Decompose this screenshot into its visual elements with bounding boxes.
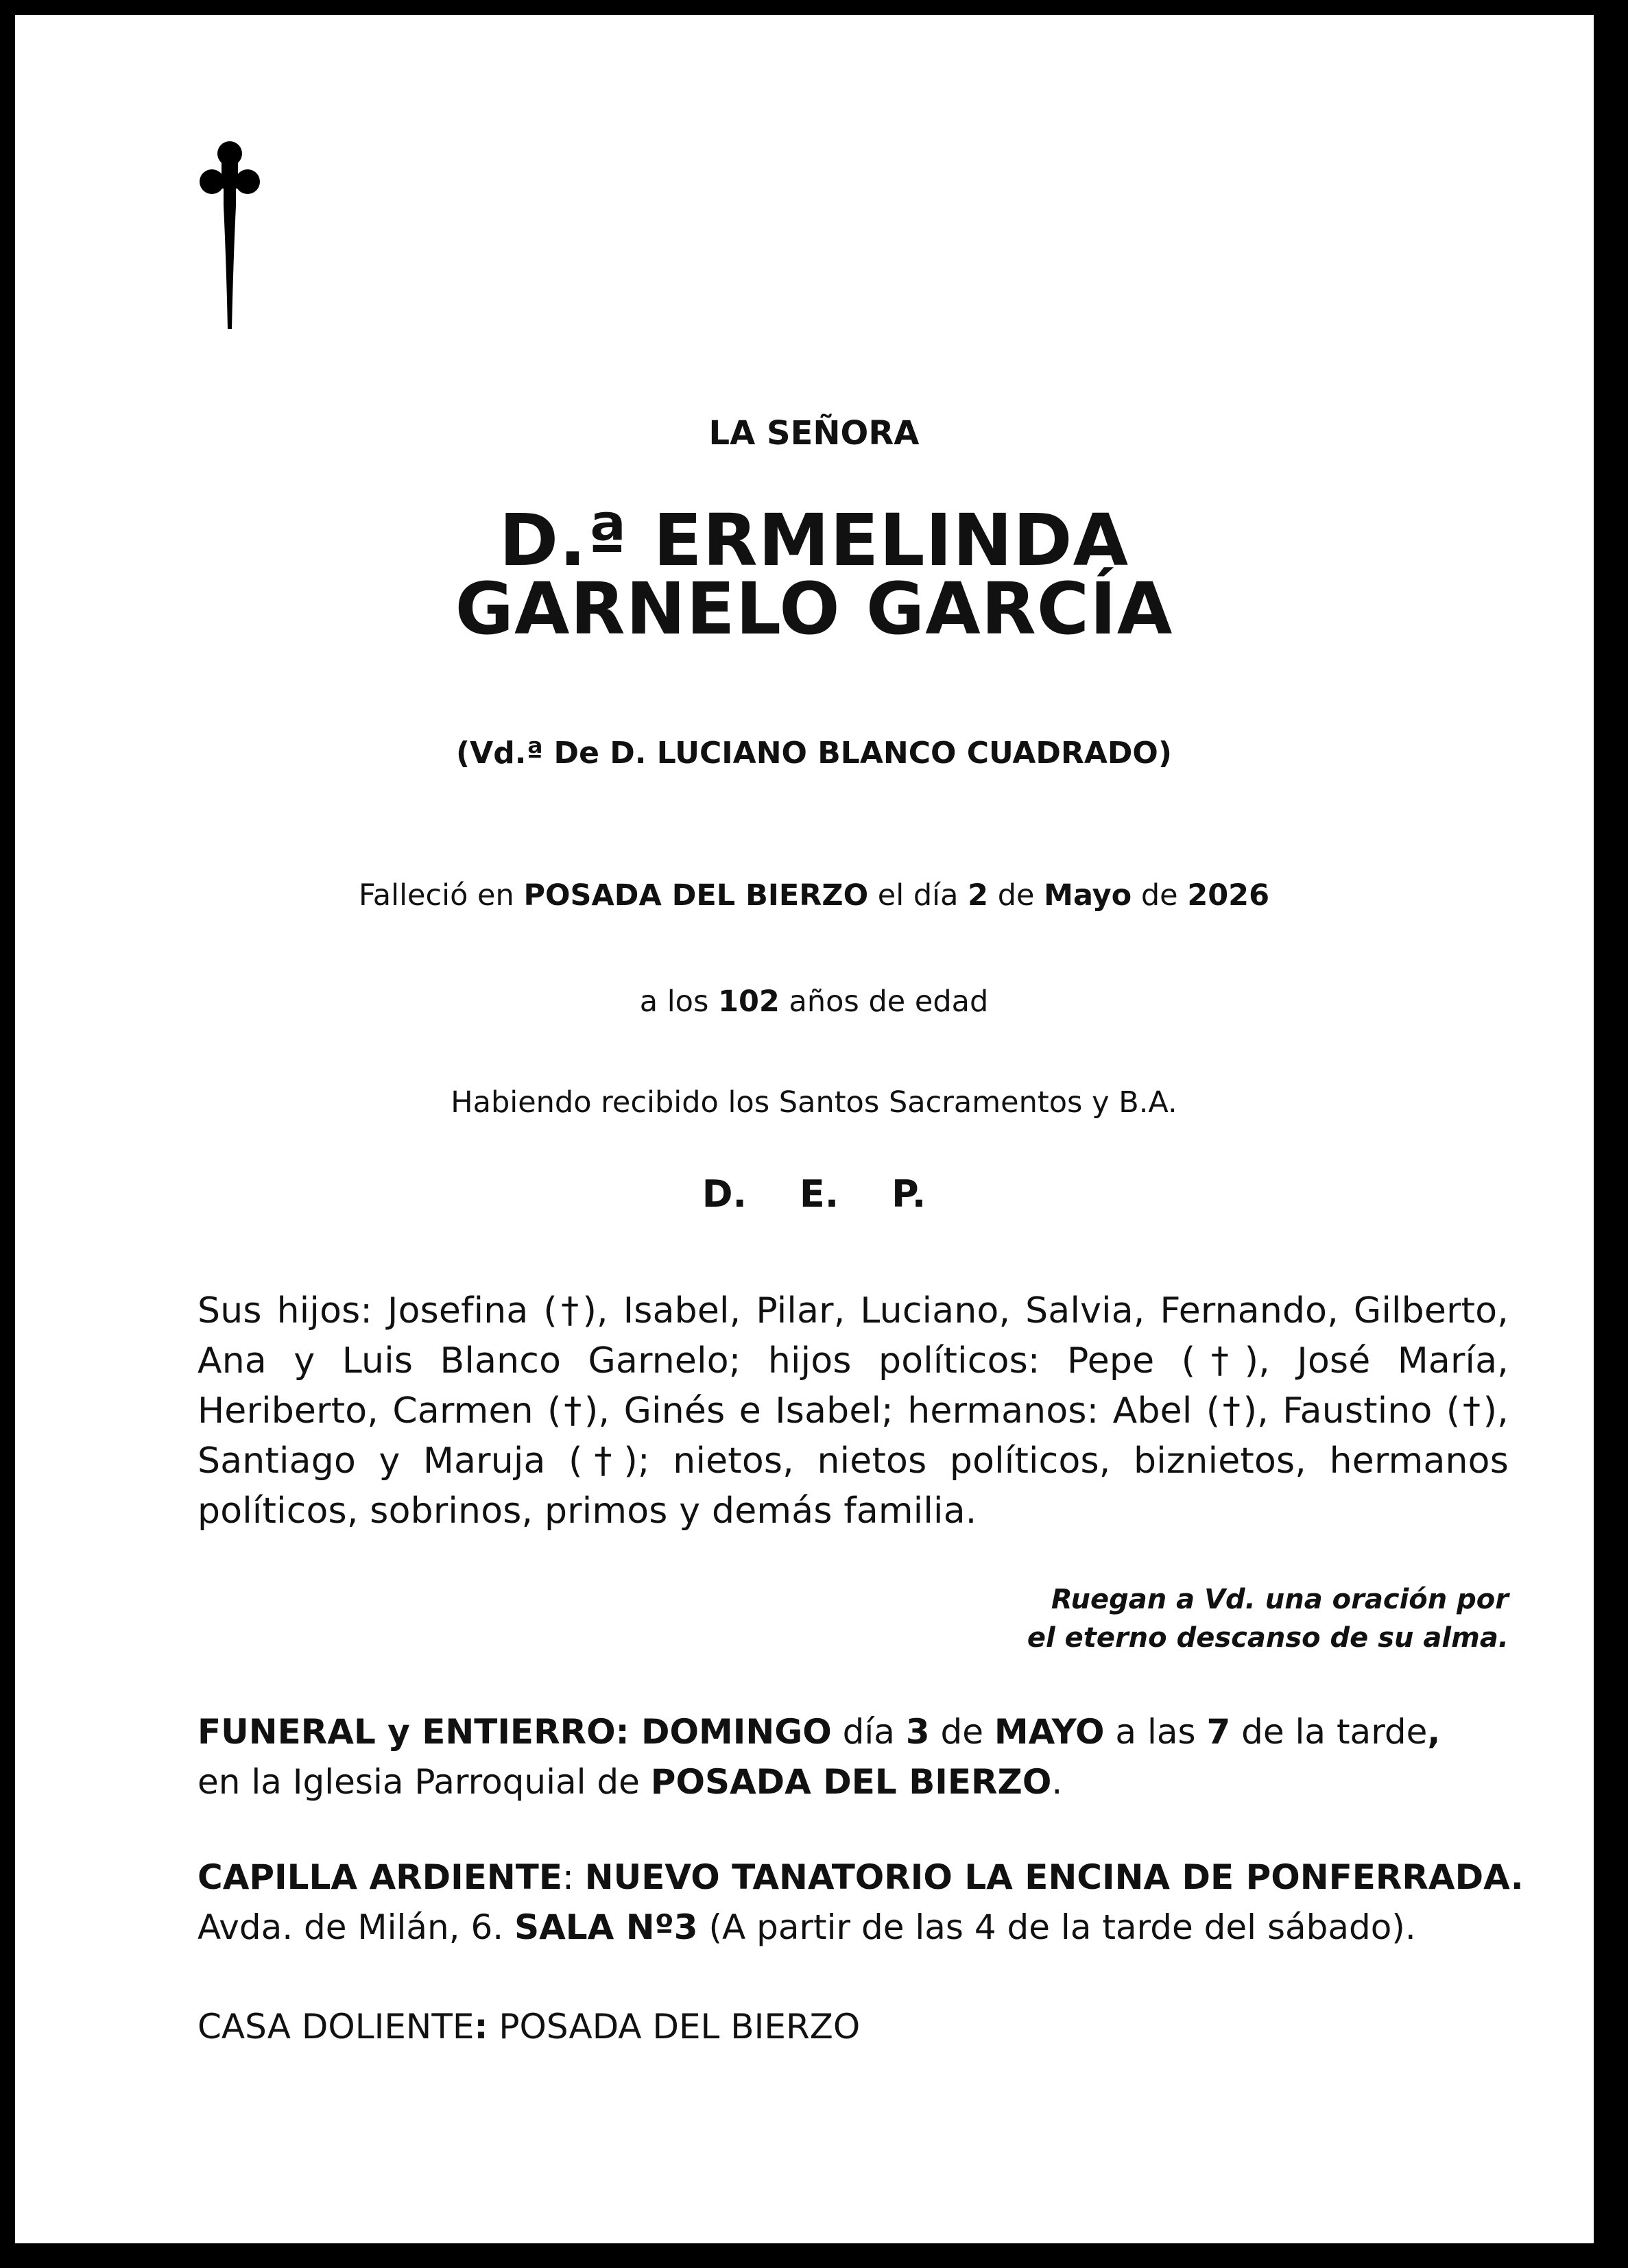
rip-line: D. E. P. xyxy=(702,1172,926,1216)
chapel-label: CAPILLA ARDIENTE xyxy=(197,1857,563,1897)
death-text-3: de xyxy=(988,878,1044,913)
death-text-2: el día xyxy=(868,878,968,913)
mourning-house xyxy=(197,2002,1535,2052)
funeral-row-2 xyxy=(197,1757,1535,1807)
mourning-house-place: POSADA DEL BIERZO xyxy=(488,2007,861,2047)
age-line xyxy=(0,985,1628,1019)
prayer-request xyxy=(754,1580,1509,1657)
funeral-text-4: de la tarde xyxy=(1230,1712,1428,1752)
funeral-label: FUNERAL y ENTIERRO: DOMINGO xyxy=(197,1712,832,1752)
name-line-2: GARNELO GARCÍA xyxy=(455,567,1173,651)
funeral-text-6: . xyxy=(1051,1762,1063,1802)
chapel-room: SALA Nº3 xyxy=(514,1907,698,1947)
age-text-2: años de edad xyxy=(779,985,989,1019)
death-text-1: Falleció en xyxy=(359,878,524,913)
chapel-info xyxy=(197,1853,1535,1953)
chapel-address: Avda. de Milán, 6. xyxy=(197,1907,515,1947)
chapel-colon: : xyxy=(562,1857,585,1897)
funeral-text-3: a las xyxy=(1104,1712,1207,1752)
death-place: POSADA DEL BIERZO xyxy=(523,878,869,913)
age-years: 102 xyxy=(718,985,780,1019)
funeral-text-1: día xyxy=(831,1712,906,1752)
mourning-house-colon: : xyxy=(474,2007,488,2047)
funeral-text-2: de xyxy=(929,1712,994,1752)
chapel-schedule: (A partir de las 4 de la tarde del sábado). xyxy=(697,1907,1416,1947)
chapel-row-1 xyxy=(197,1853,1535,1903)
family-list: Sus hijos: Josefina (†), Isabel, Pilar, Luciano, Salvia, Fernando, Gilberto, Ana y Luis Blanco Garnelo; hijos políticos: Pepe (†), José María, Heriberto, Carmen (†), Ginés e Isabel; hermanos: Abel (†), Faustino (†), Santiago y Maruja (†); nietos, nietos políticos, biznietos, hermanos políticos, sobrinos, primos y demás familia. xyxy=(197,1290,1509,1532)
funeral-day: 3 xyxy=(905,1712,930,1752)
deceased-name xyxy=(0,498,1628,651)
death-year: 2026 xyxy=(1187,878,1269,913)
sacraments-line: Habiendo recibido los Santos Sacramentos y B.A. xyxy=(451,1085,1177,1120)
death-line xyxy=(0,878,1628,913)
funeral-hour: 7 xyxy=(1206,1712,1231,1752)
funeral-row-1 xyxy=(197,1707,1535,1757)
age-text-1: a los xyxy=(639,985,719,1019)
cross-icon xyxy=(199,141,261,329)
death-text-4: de xyxy=(1132,878,1188,913)
death-day: 2 xyxy=(968,878,989,913)
chapel-row-2 xyxy=(197,1903,1535,1953)
chapel-venue: NUEVO TANATORIO LA ENCINA DE PONFERRADA. xyxy=(584,1857,1524,1897)
funeral-place: POSADA DEL BIERZO xyxy=(650,1762,1052,1802)
death-month: Mayo xyxy=(1044,878,1132,913)
name-line-1: D.ª ERMELINDA xyxy=(499,498,1129,582)
widow-of: (Vd.ª De D. LUCIANO BLANCO CUADRADO) xyxy=(456,736,1172,771)
mourning-house-label: CASA DOLIENTE xyxy=(197,2007,475,2047)
funeral-month: MAYO xyxy=(994,1712,1105,1752)
prayer-line-1: Ruegan a Vd. una oración por xyxy=(1051,1584,1509,1615)
funeral-comma: , xyxy=(1427,1712,1441,1752)
funeral-text-5: en la Iglesia Parroquial de xyxy=(197,1762,651,1802)
funeral-info xyxy=(197,1707,1535,1807)
intro-title: LA SEÑORA xyxy=(708,414,920,453)
prayer-line-2: el eterno descanso de su alma. xyxy=(1027,1622,1509,1654)
